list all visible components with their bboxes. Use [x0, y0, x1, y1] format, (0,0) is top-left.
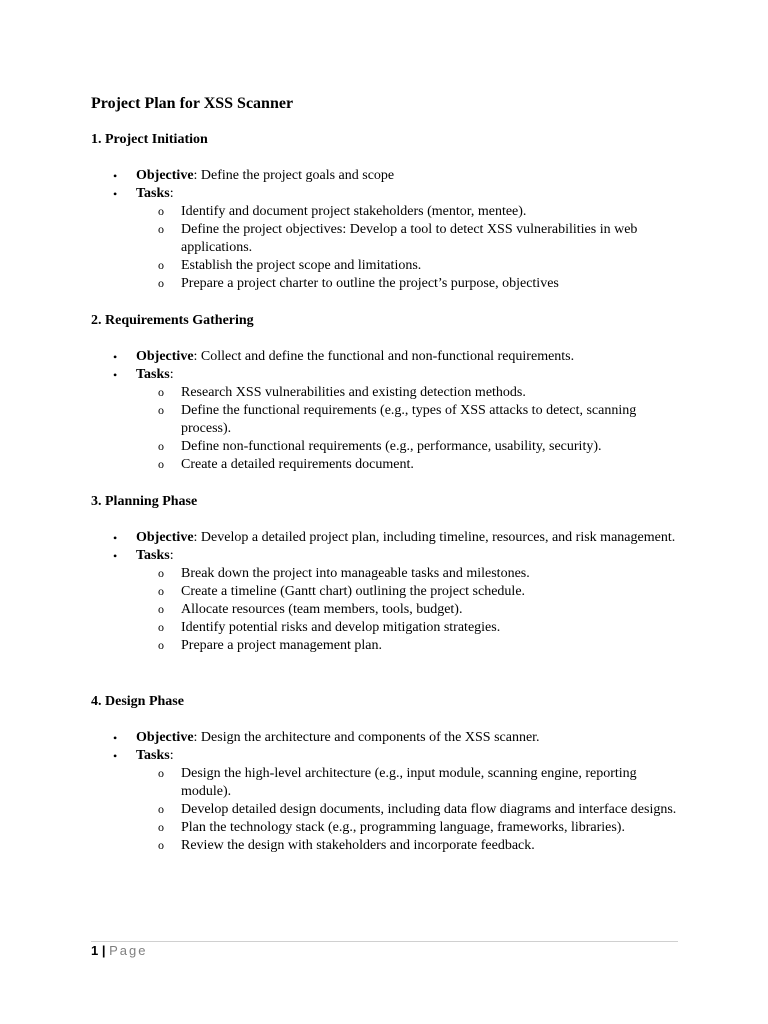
task-item: [91, 583, 691, 601]
subtask-marker: o: [158, 620, 164, 634]
task-text: Create a timeline (Gantt chart) outlining the project schedule.: [181, 584, 526, 599]
section-design-phase: [91, 693, 691, 855]
section-heading: 2. Requirements Gathering: [91, 313, 254, 328]
task-item: [91, 438, 691, 456]
task-text: Review the design with stakeholders and incorporate feedback.: [181, 838, 535, 853]
task-text: Allocate resources (team members, tools, budget).: [181, 602, 463, 617]
task-item: [91, 384, 691, 402]
bullet-list: [91, 729, 691, 765]
tasks-bullet: [91, 366, 691, 384]
section-heading: 4. Design Phase: [91, 694, 184, 709]
subtask-marker: o: [158, 457, 164, 471]
task-item: [91, 801, 691, 819]
task-item: [91, 275, 691, 293]
bullet-marker: •: [113, 350, 118, 364]
task-list: [91, 384, 691, 474]
task-list: [91, 765, 691, 855]
subtask-marker: o: [158, 820, 164, 834]
task-item: [91, 456, 691, 474]
tasks-suffix: :: [169, 186, 174, 201]
objective-text: : Design the architecture and components of the XSS scanner.: [193, 730, 540, 745]
task-item: [91, 819, 691, 837]
subtask-marker: o: [158, 258, 164, 272]
objective-text: : Define the project goals and scope: [193, 168, 395, 183]
objective-label: Objective: [136, 168, 194, 183]
task-item: [91, 221, 691, 257]
subtask-marker: o: [158, 403, 164, 417]
subtask-marker: o: [158, 222, 164, 236]
task-text: Establish the project scope and limitations.: [181, 258, 422, 273]
task-text: Define non-functional requirements (e.g., performance, usability, security).: [181, 439, 602, 454]
subtask-marker: o: [158, 439, 164, 453]
tasks-label: Tasks: [136, 186, 170, 201]
subtask-marker: o: [158, 276, 164, 290]
task-text: Design the high-level architecture (e.g., input module, scanning engine, reporting module).: [181, 766, 637, 799]
footer-separator: |: [101, 943, 106, 958]
objective-label: Objective: [136, 530, 194, 545]
task-item: [91, 601, 691, 619]
section-project-initiation: [91, 131, 691, 293]
tasks-label: Tasks: [136, 367, 170, 382]
subtask-marker: o: [158, 766, 164, 780]
bullet-marker: •: [113, 169, 118, 183]
bullet-marker: •: [113, 549, 118, 563]
tasks-label: Tasks: [136, 548, 170, 563]
task-list: [91, 565, 691, 655]
objective-text: : Collect and define the functional and non-functional requirements.: [193, 349, 575, 364]
subtask-marker: o: [158, 584, 164, 598]
bullet-marker: •: [113, 749, 118, 763]
task-item: [91, 257, 691, 275]
bullet-list: [91, 167, 691, 203]
tasks-label: Tasks: [136, 748, 170, 763]
section-heading: 3. Planning Phase: [91, 494, 198, 509]
task-item: [91, 619, 691, 637]
objective-text: : Develop a detailed project plan, including timeline, resources, and risk management.: [193, 530, 676, 545]
task-text: Define the functional requirements (e.g., types of XSS attacks to detect, scanning process).: [181, 403, 637, 436]
task-item: [91, 765, 691, 801]
bullet-marker: •: [113, 731, 118, 745]
tasks-bullet: [91, 185, 691, 203]
task-item: [91, 637, 691, 655]
task-text: Develop detailed design documents, including data flow diagrams and interface designs.: [181, 802, 677, 817]
subtask-marker: o: [158, 802, 164, 816]
objective-label: Objective: [136, 349, 194, 364]
subtask-marker: o: [158, 566, 164, 580]
subtask-marker: o: [158, 204, 164, 218]
section-planning-phase: [91, 493, 691, 655]
tasks-suffix: :: [169, 748, 174, 763]
task-text: Create a detailed requirements document.: [181, 457, 414, 472]
tasks-suffix: :: [169, 367, 174, 382]
bullet-list: [91, 529, 691, 565]
page-footer: [91, 943, 148, 959]
task-text: Break down the project into manageable tasks and milestones.: [181, 566, 530, 581]
section-heading: 1. Project Initiation: [91, 132, 208, 147]
subtask-marker: o: [158, 385, 164, 399]
task-item: [91, 837, 691, 855]
bullet-list: [91, 348, 691, 384]
task-text: Prepare a project charter to outline the project’s purpose, objectives: [181, 276, 559, 291]
bullet-marker: •: [113, 531, 118, 545]
subtask-marker: o: [158, 602, 164, 616]
page-label: Page: [109, 943, 148, 958]
objective-bullet: [91, 348, 691, 366]
subtask-marker: o: [158, 638, 164, 652]
task-text: Prepare a project management plan.: [181, 638, 382, 653]
task-text: Define the project objectives: Develop a tool to detect XSS vulnerabilities in web applications.: [181, 222, 638, 255]
task-text: Plan the technology stack (e.g., programming language, frameworks, libraries).: [181, 820, 625, 835]
task-text: Identify potential risks and develop mitigation strategies.: [181, 620, 501, 635]
bullet-marker: •: [113, 368, 118, 382]
bullet-marker: •: [113, 187, 118, 201]
page-number: 1: [91, 943, 99, 958]
tasks-bullet: [91, 747, 691, 765]
task-item: [91, 402, 691, 438]
tasks-suffix: :: [169, 548, 174, 563]
objective-bullet: [91, 167, 691, 185]
tasks-bullet: [91, 547, 691, 565]
footer-divider: [91, 941, 678, 942]
document-title: Project Plan for XSS Scanner: [91, 95, 294, 112]
subtask-marker: o: [158, 838, 164, 852]
objective-label: Objective: [136, 730, 194, 745]
objective-bullet: [91, 529, 691, 547]
objective-bullet: [91, 729, 691, 747]
task-item: [91, 203, 691, 221]
task-text: Identify and document project stakeholders (mentor, mentee).: [181, 204, 527, 219]
task-item: [91, 565, 691, 583]
section-requirements-gathering: [91, 312, 691, 474]
task-text: Research XSS vulnerabilities and existing detection methods.: [181, 385, 526, 400]
task-list: [91, 203, 691, 293]
